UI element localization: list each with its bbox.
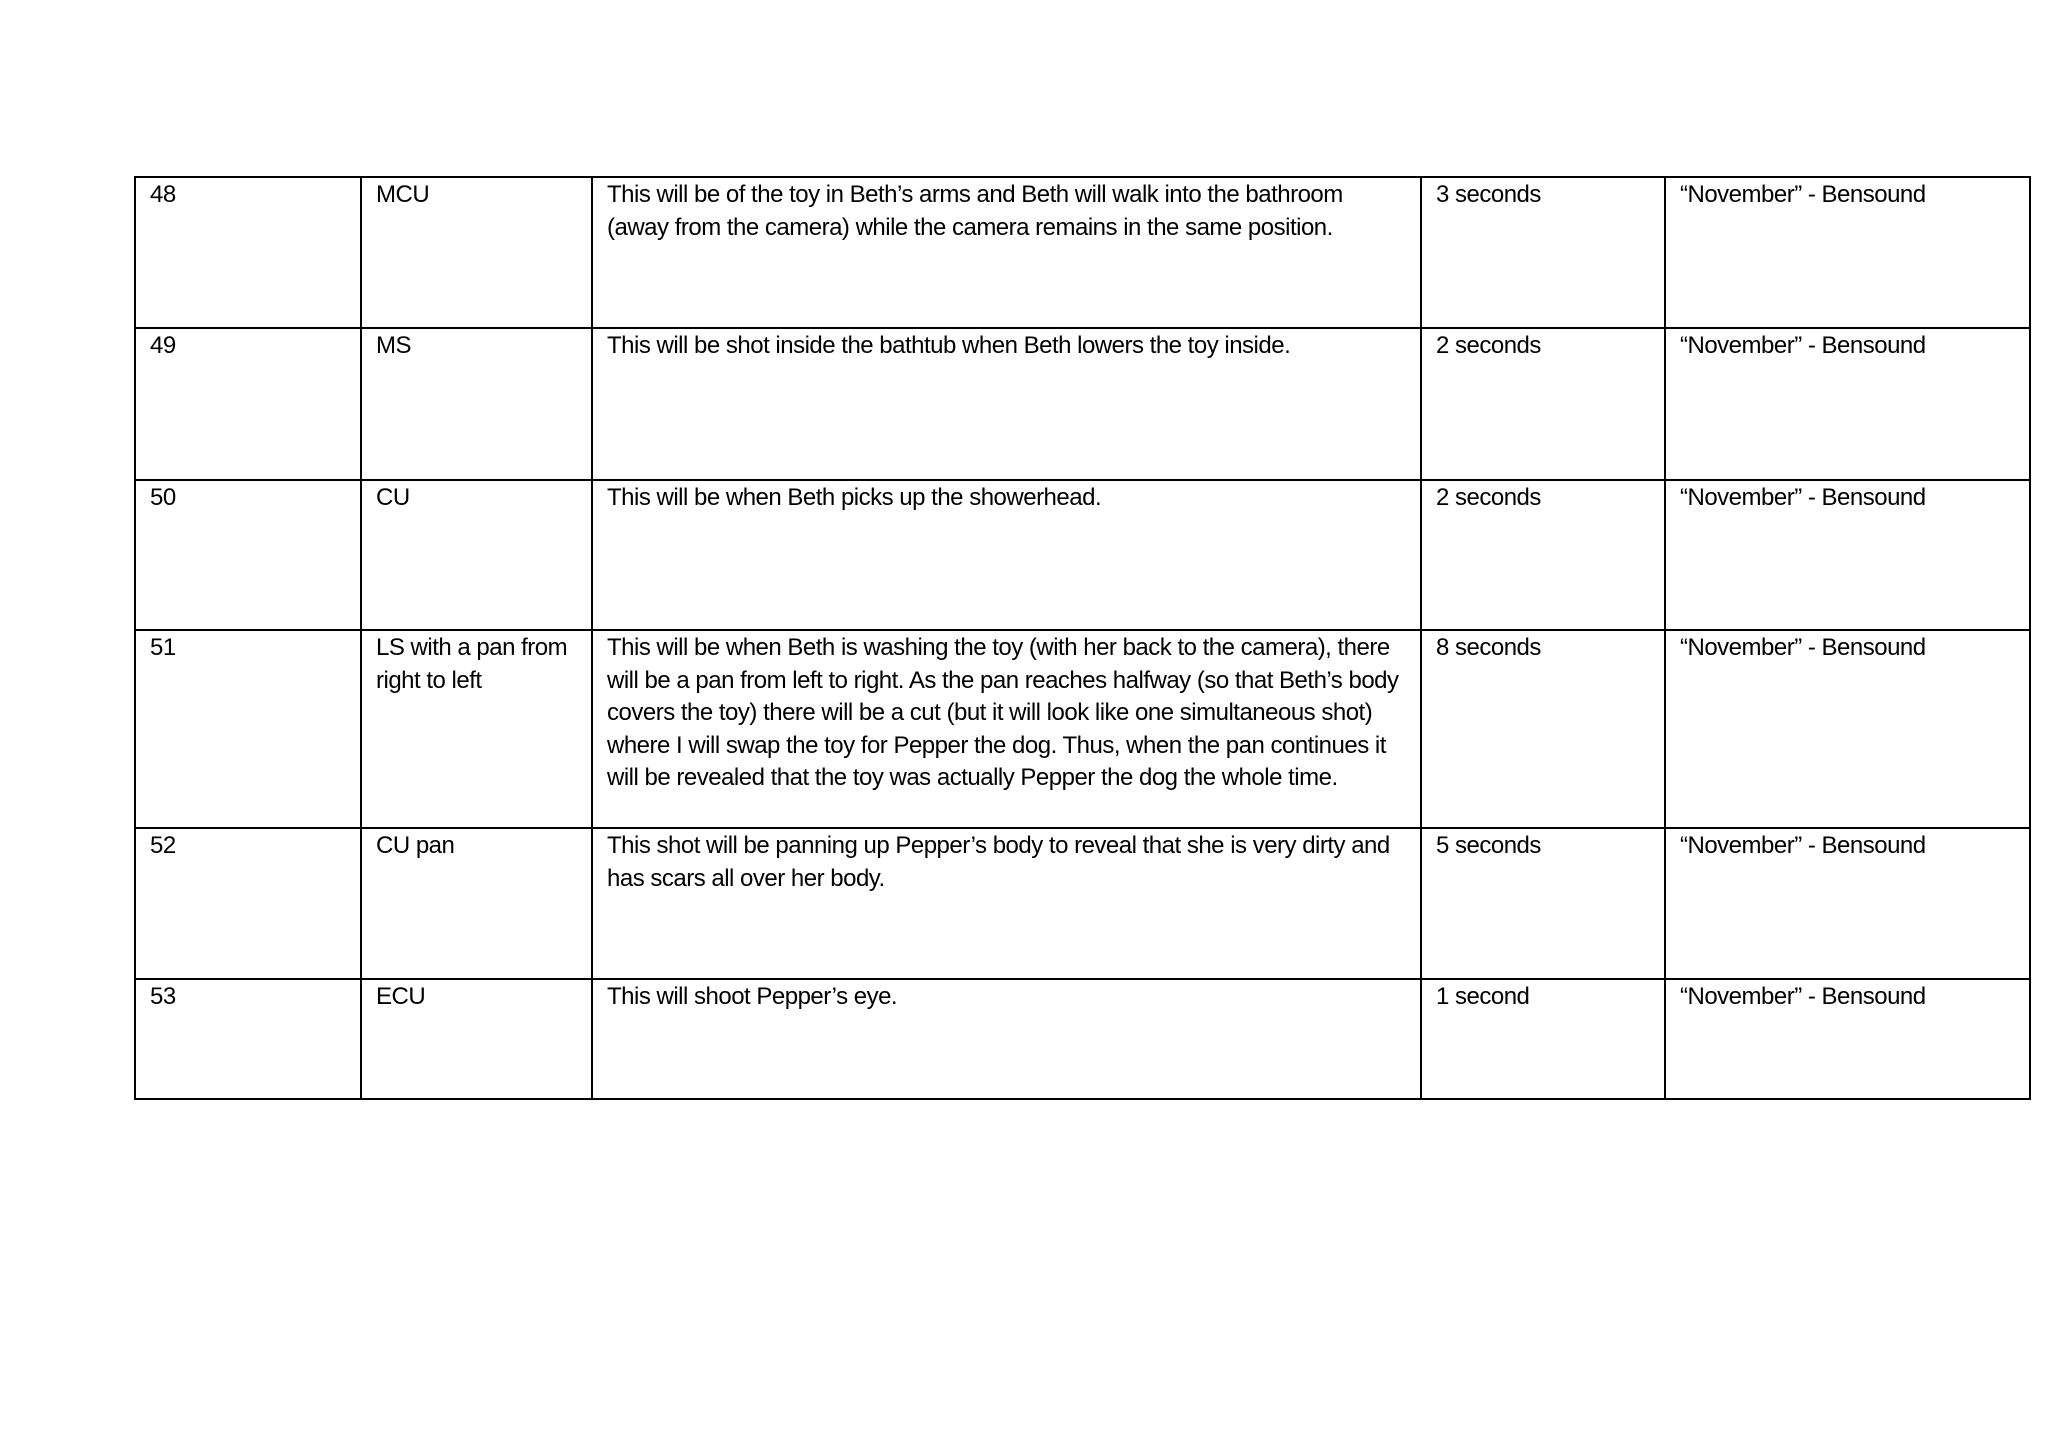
shot-number-cell: 51 [135, 630, 361, 828]
shot-description-cell: This will be when Beth is washing the toy (with her back to the camera), there will be a pan from left to right. As the pan reaches halfway (so that Beth’s body covers the toy) there will be a cut (but it will look like one simultaneous shot) where I will swap the toy for Pepper the dog. Thus, when the pan continues it will be revealed that the toy was actually Pepper the dog the whole time. [592, 630, 1421, 828]
shot-duration-cell: 3 seconds [1421, 177, 1665, 328]
shot-description-cell: This will be when Beth picks up the showerhead. [592, 480, 1421, 630]
shot-duration-cell: 5 seconds [1421, 828, 1665, 979]
shot-type-cell: CU pan [361, 828, 592, 979]
shot-description-cell: This will be shot inside the bathtub when Beth lowers the toy inside. [592, 328, 1421, 480]
shot-duration-cell: 1 second [1421, 979, 1665, 1099]
shot-duration-cell: 2 seconds [1421, 328, 1665, 480]
shot-duration-cell: 2 seconds [1421, 480, 1665, 630]
shot-number-cell: 53 [135, 979, 361, 1099]
shot-duration-cell: 8 seconds [1421, 630, 1665, 828]
table-row [135, 480, 2030, 630]
shot-music-cell: “November” - Bensound [1665, 828, 2030, 979]
shot-music-cell: “November” - Bensound [1665, 177, 2030, 328]
shot-type-cell: MS [361, 328, 592, 480]
shot-music-cell: “November” - Bensound [1665, 328, 2030, 480]
shot-music-cell: “November” - Bensound [1665, 979, 2030, 1099]
shot-list-table [134, 176, 2031, 1100]
shot-description-cell: This shot will be panning up Pepper’s body to reveal that she is very dirty and has scars all over her body. [592, 828, 1421, 979]
shot-number-cell: 49 [135, 328, 361, 480]
shot-type-cell: MCU [361, 177, 592, 328]
table-row [135, 328, 2030, 480]
shot-type-cell: LS with a pan from right to left [361, 630, 592, 828]
shot-number-cell: 52 [135, 828, 361, 979]
shot-description-cell: This will be of the toy in Beth’s arms and Beth will walk into the bathroom (away from the camera) while the camera remains in the same position. [592, 177, 1421, 328]
shot-description-cell: This will shoot Pepper’s eye. [592, 979, 1421, 1099]
shot-type-cell: ECU [361, 979, 592, 1099]
table-row [135, 177, 2030, 328]
shot-music-cell: “November” - Bensound [1665, 630, 2030, 828]
shot-number-cell: 50 [135, 480, 361, 630]
table-row [135, 979, 2030, 1099]
shot-number-cell: 48 [135, 177, 361, 328]
shot-type-cell: CU [361, 480, 592, 630]
shot-music-cell: “November” - Bensound [1665, 480, 2030, 630]
table-row [135, 630, 2030, 828]
table-row [135, 828, 2030, 979]
